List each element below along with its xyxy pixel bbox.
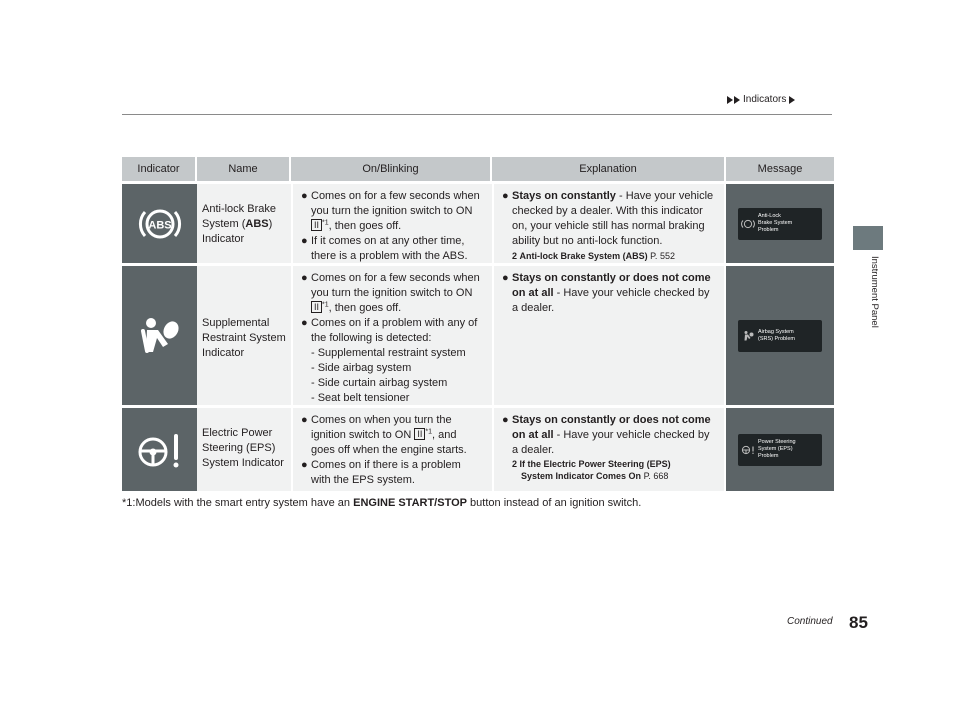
- message-display: Power Steering System (EPS) Problem: [738, 434, 822, 466]
- column-header: Indicator: [122, 157, 197, 181]
- column-header: On/Blinking: [291, 157, 492, 181]
- bullet-item: ● Comes on if a problem with any of the following is detected:: [301, 317, 478, 344]
- name-text: Supplemental: [202, 317, 270, 329]
- breadcrumb[interactable]: [727, 94, 796, 105]
- table-header: [122, 157, 834, 181]
- bullet-item: ● If it comes on at any other time, there is a problem with the ABS.: [301, 235, 468, 262]
- table-row: [122, 184, 834, 263]
- breadcrumb-arrow-icon: [727, 96, 733, 104]
- name-text: Electric Power: [202, 427, 273, 439]
- name-text: System Indicator: [202, 457, 284, 469]
- sub-list-item: - Side airbag system: [311, 362, 412, 374]
- message-cell: [726, 408, 834, 491]
- power-steering-warning-icon: [136, 430, 184, 470]
- ignition-key-icon: II: [311, 301, 322, 313]
- ignition-key-icon: II: [311, 219, 322, 231]
- breadcrumb-label: Indicators: [743, 94, 787, 105]
- cross-reference-link[interactable]: 2 Anti-lock Brake System (ABS) P. 552: [512, 251, 675, 261]
- column-header: Explanation: [492, 157, 726, 181]
- explanation-cell: [492, 184, 726, 263]
- message-display: Airbag System (SRS) Problem: [738, 320, 822, 352]
- continued-label: Continued: [787, 616, 833, 627]
- airbag-warning-icon: [138, 314, 182, 358]
- name-text: Indicator: [202, 233, 245, 245]
- airbag-message-icon: [742, 330, 754, 342]
- message-display: Anti-Lock Brake System Problem: [738, 208, 822, 240]
- message-cell: [726, 266, 834, 405]
- bullet-item: ● Comes on if there is a problem with the EPS system.: [301, 459, 461, 486]
- bullet-item: ● Stays on constantly or does not come on at all - Have your vehicle checked by a dealer.: [502, 272, 711, 314]
- indicator-cell: [122, 266, 197, 405]
- name-text: Restraint System: [202, 332, 286, 344]
- bullet-item: ● Stays on constantly or does not come on at all - Have your vehicle checked by a dealer.: [502, 414, 711, 456]
- chapter-tab[interactable]: [853, 226, 883, 250]
- indicator-cell: [122, 184, 197, 263]
- table-row: [122, 408, 834, 491]
- ignition-key-icon: II: [414, 428, 425, 440]
- indicator-cell: [122, 408, 197, 491]
- breadcrumb-arrow-icon: [734, 96, 740, 104]
- reference-arrow-icon: 2: [512, 251, 518, 261]
- name-text: System (ABS): [202, 218, 273, 230]
- footnote: *1:Models with the smart entry system have an ENGINE START/STOP button instead of an ignition switch.: [122, 497, 642, 509]
- explanation-cell: [492, 408, 726, 491]
- bullet-item: ● Comes on for a few seconds when you turn the ignition switch to ON: [301, 190, 480, 217]
- name-text: Anti-lock Brake: [202, 203, 276, 215]
- cross-reference-link[interactable]: 2 If the Electric Power Steering (EPS) System Indicator Comes On P. 668: [512, 459, 671, 481]
- bullet-item: ● Comes on when you turn the ignition switch to ON II $^{*1}$, and goes off when the engine starts.: [301, 414, 467, 456]
- explanation-cell: [492, 266, 726, 405]
- table-row: [122, 266, 834, 405]
- steering-message-icon: [741, 445, 755, 455]
- reference-arrow-icon: 2: [512, 459, 518, 469]
- name-text: Indicator: [202, 347, 245, 359]
- name-cell: [197, 184, 291, 263]
- page-number: 85: [849, 613, 868, 632]
- on-blinking-cell: [291, 184, 492, 263]
- column-header: Message: [757, 163, 803, 175]
- message-cell: [726, 184, 834, 263]
- sub-list-item: - Seat belt tensioner: [311, 392, 410, 404]
- sub-list-item: - Side curtain airbag system: [311, 377, 448, 389]
- bullet-continuation: II $^{*1}$, then goes off.: [301, 301, 488, 316]
- bullet-item: ● Comes on for a few seconds when you turn the ignition switch to ON: [301, 272, 480, 299]
- abs-warning-icon: [137, 204, 183, 244]
- indicator-table: [122, 157, 834, 491]
- header-rule: [122, 114, 832, 115]
- name-text: Steering (EPS): [202, 442, 276, 454]
- name-cell: [197, 266, 291, 405]
- bullet-item: ● Stays on constantly - Have your vehicle checked by a dealer. With this indicator on, your vehicle still has normal braking ability but no anti-lock function.: [502, 190, 714, 247]
- name-cell: [197, 408, 291, 491]
- svg-text:ABS: ABS: [147, 219, 172, 231]
- on-blinking-cell: [291, 408, 492, 491]
- bullet-continuation: II $^{*1}$, then goes off.: [301, 219, 488, 234]
- chapter-label: Instrument Panel: [869, 256, 880, 328]
- on-blinking-cell: [291, 266, 492, 405]
- sub-list-item: - Supplemental restraint system: [311, 347, 466, 359]
- column-header: Name: [197, 157, 291, 181]
- breadcrumb-arrow-icon: [789, 96, 795, 104]
- abs-message-icon: [741, 219, 755, 229]
